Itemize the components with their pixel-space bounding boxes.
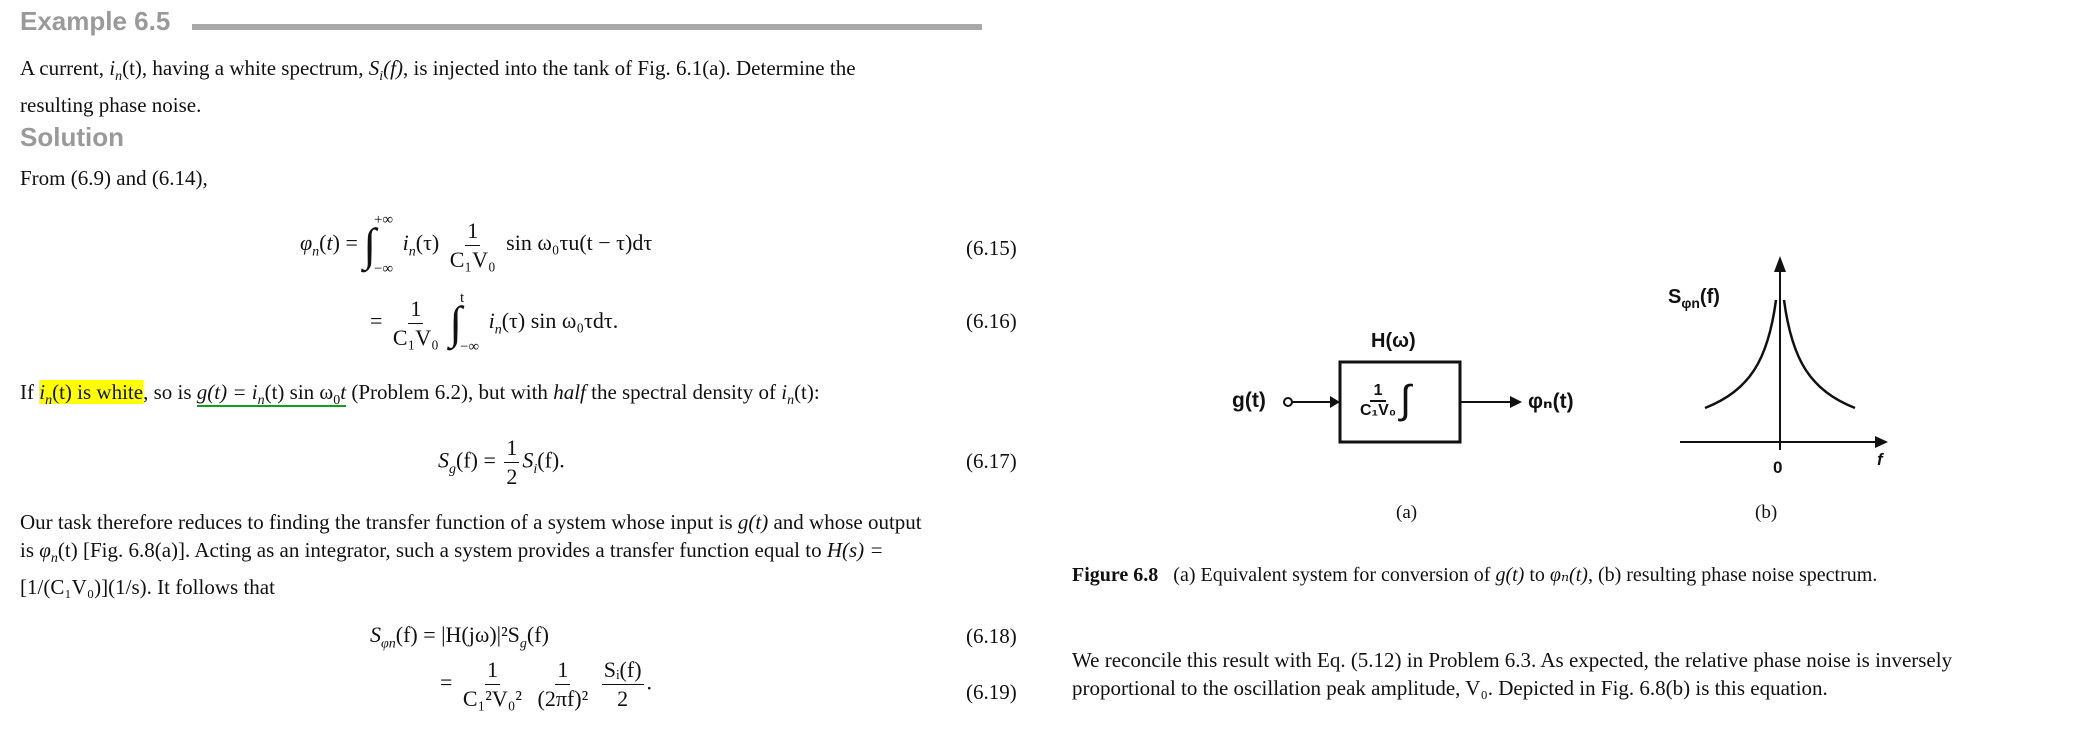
equation-6-15: $\varphi_n(t)$ = ∫ +∞ −∞ $i_n(\tau)$ $\frac{1}{\text{C₁V₀}}$ sin ω₀τu(t − τ)dτ <box>300 212 653 277</box>
equation-number: (6.19) <box>966 680 1017 704</box>
output-arrow-icon <box>1510 396 1522 408</box>
spectrum-label: $S_{\varphi n}(f)$ <box>1668 286 1720 311</box>
spectrum-curve-left <box>1705 300 1776 408</box>
axis-f-label: f <box>1877 450 1883 469</box>
block-title: H(ω) <box>1371 330 1416 352</box>
equation-number: (6.15) <box>966 236 1017 260</box>
block-content: 1 C₁V₀ ∫ <box>1360 378 1412 422</box>
equation-6-16: = $\frac{1}{\text{C₁V₀}}$ ∫ t −∞ $i_n(\tau)$ sin ω₀τdτ. <box>370 290 619 355</box>
x-axis-arrow-icon <box>1875 436 1888 448</box>
equation-6-18: $S_{\varphi n}(f) = |H(j\omega)|^2S_g(f)$ <box>370 622 549 652</box>
equation-6-19: = $\frac{1}{\text{C₁²V₀²}}$ $\frac{1}{\text{(2πf)²}}$ $\frac{\text{Sᵢ(f)}}{2}$ . <box>440 657 653 711</box>
equation-number: (6.17) <box>966 449 1017 473</box>
heading-rule <box>192 24 982 30</box>
white-noise-sentence: If $i_n(t)$ is white, so is $g(t) = i_n(t)$ $\sin \omega_0t$ (Problem 6.2), but with half the spectral density of $i_n(t)$: <box>20 380 820 409</box>
reconcile-paragraph: We reconcile this result with Eq. (5.12) in Problem 6.3. As expected, the relative phase noise is inversely proportional to the oscillation peak amplitude, V₀. Depicted in Fig. 6.8(b) is this equation. <box>1072 648 1953 700</box>
problem-statement: A current, $i_n(t)$, having a white spectrum, $S_i(f)$, is injected into the tank of Fig. 6.1(a). Determine the resulting phase noise. <box>20 56 856 118</box>
axis-zero-label: 0 <box>1773 458 1783 477</box>
subfigure-label-b: (b) <box>1755 502 1778 523</box>
example-title: Example 6.5 <box>20 6 171 36</box>
equation-6-17: $S_g(f)$ = $\frac{1}{2}$ $S_i(f)$. <box>438 435 565 489</box>
spectrum-curve-right <box>1784 300 1855 408</box>
output-label: φₙ(t) <box>1528 390 1574 413</box>
solution-intro: From (6.9) and (6.14), <box>20 166 208 190</box>
spectrum-plot-svg <box>1670 250 1900 460</box>
integral-icon: ∫ <box>1400 378 1412 422</box>
figure-caption: Figure 6.8 (a) Equivalent system for conversion of g(t) to φₙ(t), (b) resulting phase noise spectrum. <box>1072 564 1878 586</box>
underlined-text: $g(t) = i_n(t)$ $\sin \omega_0t$ <box>196 380 347 409</box>
solution-title: Solution <box>20 122 124 152</box>
highlighted-text: $i_n(t)$ is white <box>39 380 144 409</box>
input-label: g(t) <box>1232 389 1266 412</box>
equation-number: (6.16) <box>966 309 1017 333</box>
y-axis-arrow-icon <box>1774 256 1786 272</box>
input-node-icon <box>1284 398 1292 406</box>
equation-number: (6.18) <box>966 624 1017 648</box>
subfigure-label-a: (a) <box>1396 502 1418 523</box>
task-paragraph: Our task therefore reduces to finding the transfer function of a system whose input is g(t) and whose output is $\varphi_n(t)$ [Fig. 6.8(a)]. Acting as an integrator, such a system provides a transfer function equal to H(s) = [1/(C₁V₀)](1/s). It follows that <box>20 510 922 600</box>
